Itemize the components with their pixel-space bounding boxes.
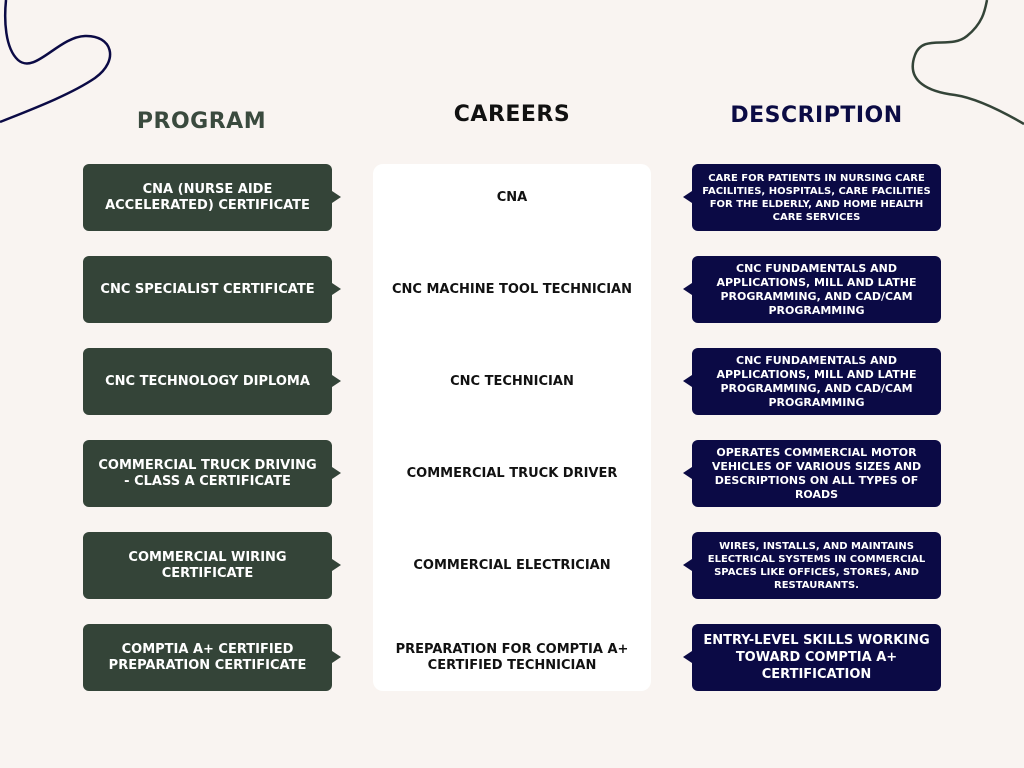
program-column-header: PROGRAM	[136, 109, 267, 134]
career-label: CNC TECHNICIAN	[450, 373, 574, 389]
program-row	[0, 624, 1024, 691]
description-box: CNC FUNDAMENTALS AND APPLICATIONS, MILL AND LATHE PROGRAMMING, AND CAD/CAM PROGRAMMING	[692, 256, 941, 323]
description-box: ENTRY-LEVEL SKILLS WORKING TOWARD COMPTIA A+ CERTIFICATION	[692, 624, 941, 691]
program-row	[0, 164, 1024, 231]
career-label: COMMERCIAL TRUCK DRIVER	[406, 465, 618, 481]
description-box: WIRES, INSTALLS, AND MAINTAINS ELECTRICAL SYSTEMS IN COMMERCIAL SPACES LIKE OFFICES, STORES, AND RESTAURANTS.	[692, 532, 941, 599]
careers-column-header: CAREERS	[453, 102, 571, 127]
description-box: OPERATES COMMERCIAL MOTOR VEHICLES OF VARIOUS SIZES AND DESCRIPTIONS ON ALL TYPES OF ROADS	[692, 440, 941, 507]
program-box: CNC TECHNOLOGY DIPLOMA	[83, 348, 332, 415]
description-column-header: DESCRIPTION	[730, 103, 903, 128]
description-box: CARE FOR PATIENTS IN NURSING CARE FACILITIES, HOSPITALS, CARE FACILITIES FOR THE ELDERLY, AND HOME HEALTH CARE SERVICES	[692, 164, 941, 231]
program-box: CNC SPECIALIST CERTIFICATE	[83, 256, 332, 323]
program-row	[0, 440, 1024, 507]
careers-panel	[373, 164, 651, 691]
program-row	[0, 348, 1024, 415]
career-label: COMMERCIAL ELECTRICIAN	[413, 557, 611, 573]
program-box: COMMERCIAL TRUCK DRIVING - CLASS A CERTIFICATE	[83, 440, 332, 507]
description-box: CNC FUNDAMENTALS AND APPLICATIONS, MILL AND LATHE PROGRAMMING, AND CAD/CAM PROGRAMMING	[692, 348, 941, 415]
program-box: CNA (NURSE AIDE ACCELERATED) CERTIFICATE	[83, 164, 332, 231]
program-row	[0, 256, 1024, 323]
career-label: CNA	[496, 189, 528, 205]
program-box: COMMERCIAL WIRING CERTIFICATE	[83, 532, 332, 599]
career-label: PREPARATION FOR COMPTIA A+ CERTIFIED TECHNICIAN	[395, 641, 629, 673]
program-row	[0, 532, 1024, 599]
program-box: COMPTIA A+ CERTIFIED PREPARATION CERTIFICATE	[83, 624, 332, 691]
career-label: CNC MACHINE TOOL TECHNICIAN	[391, 281, 632, 297]
